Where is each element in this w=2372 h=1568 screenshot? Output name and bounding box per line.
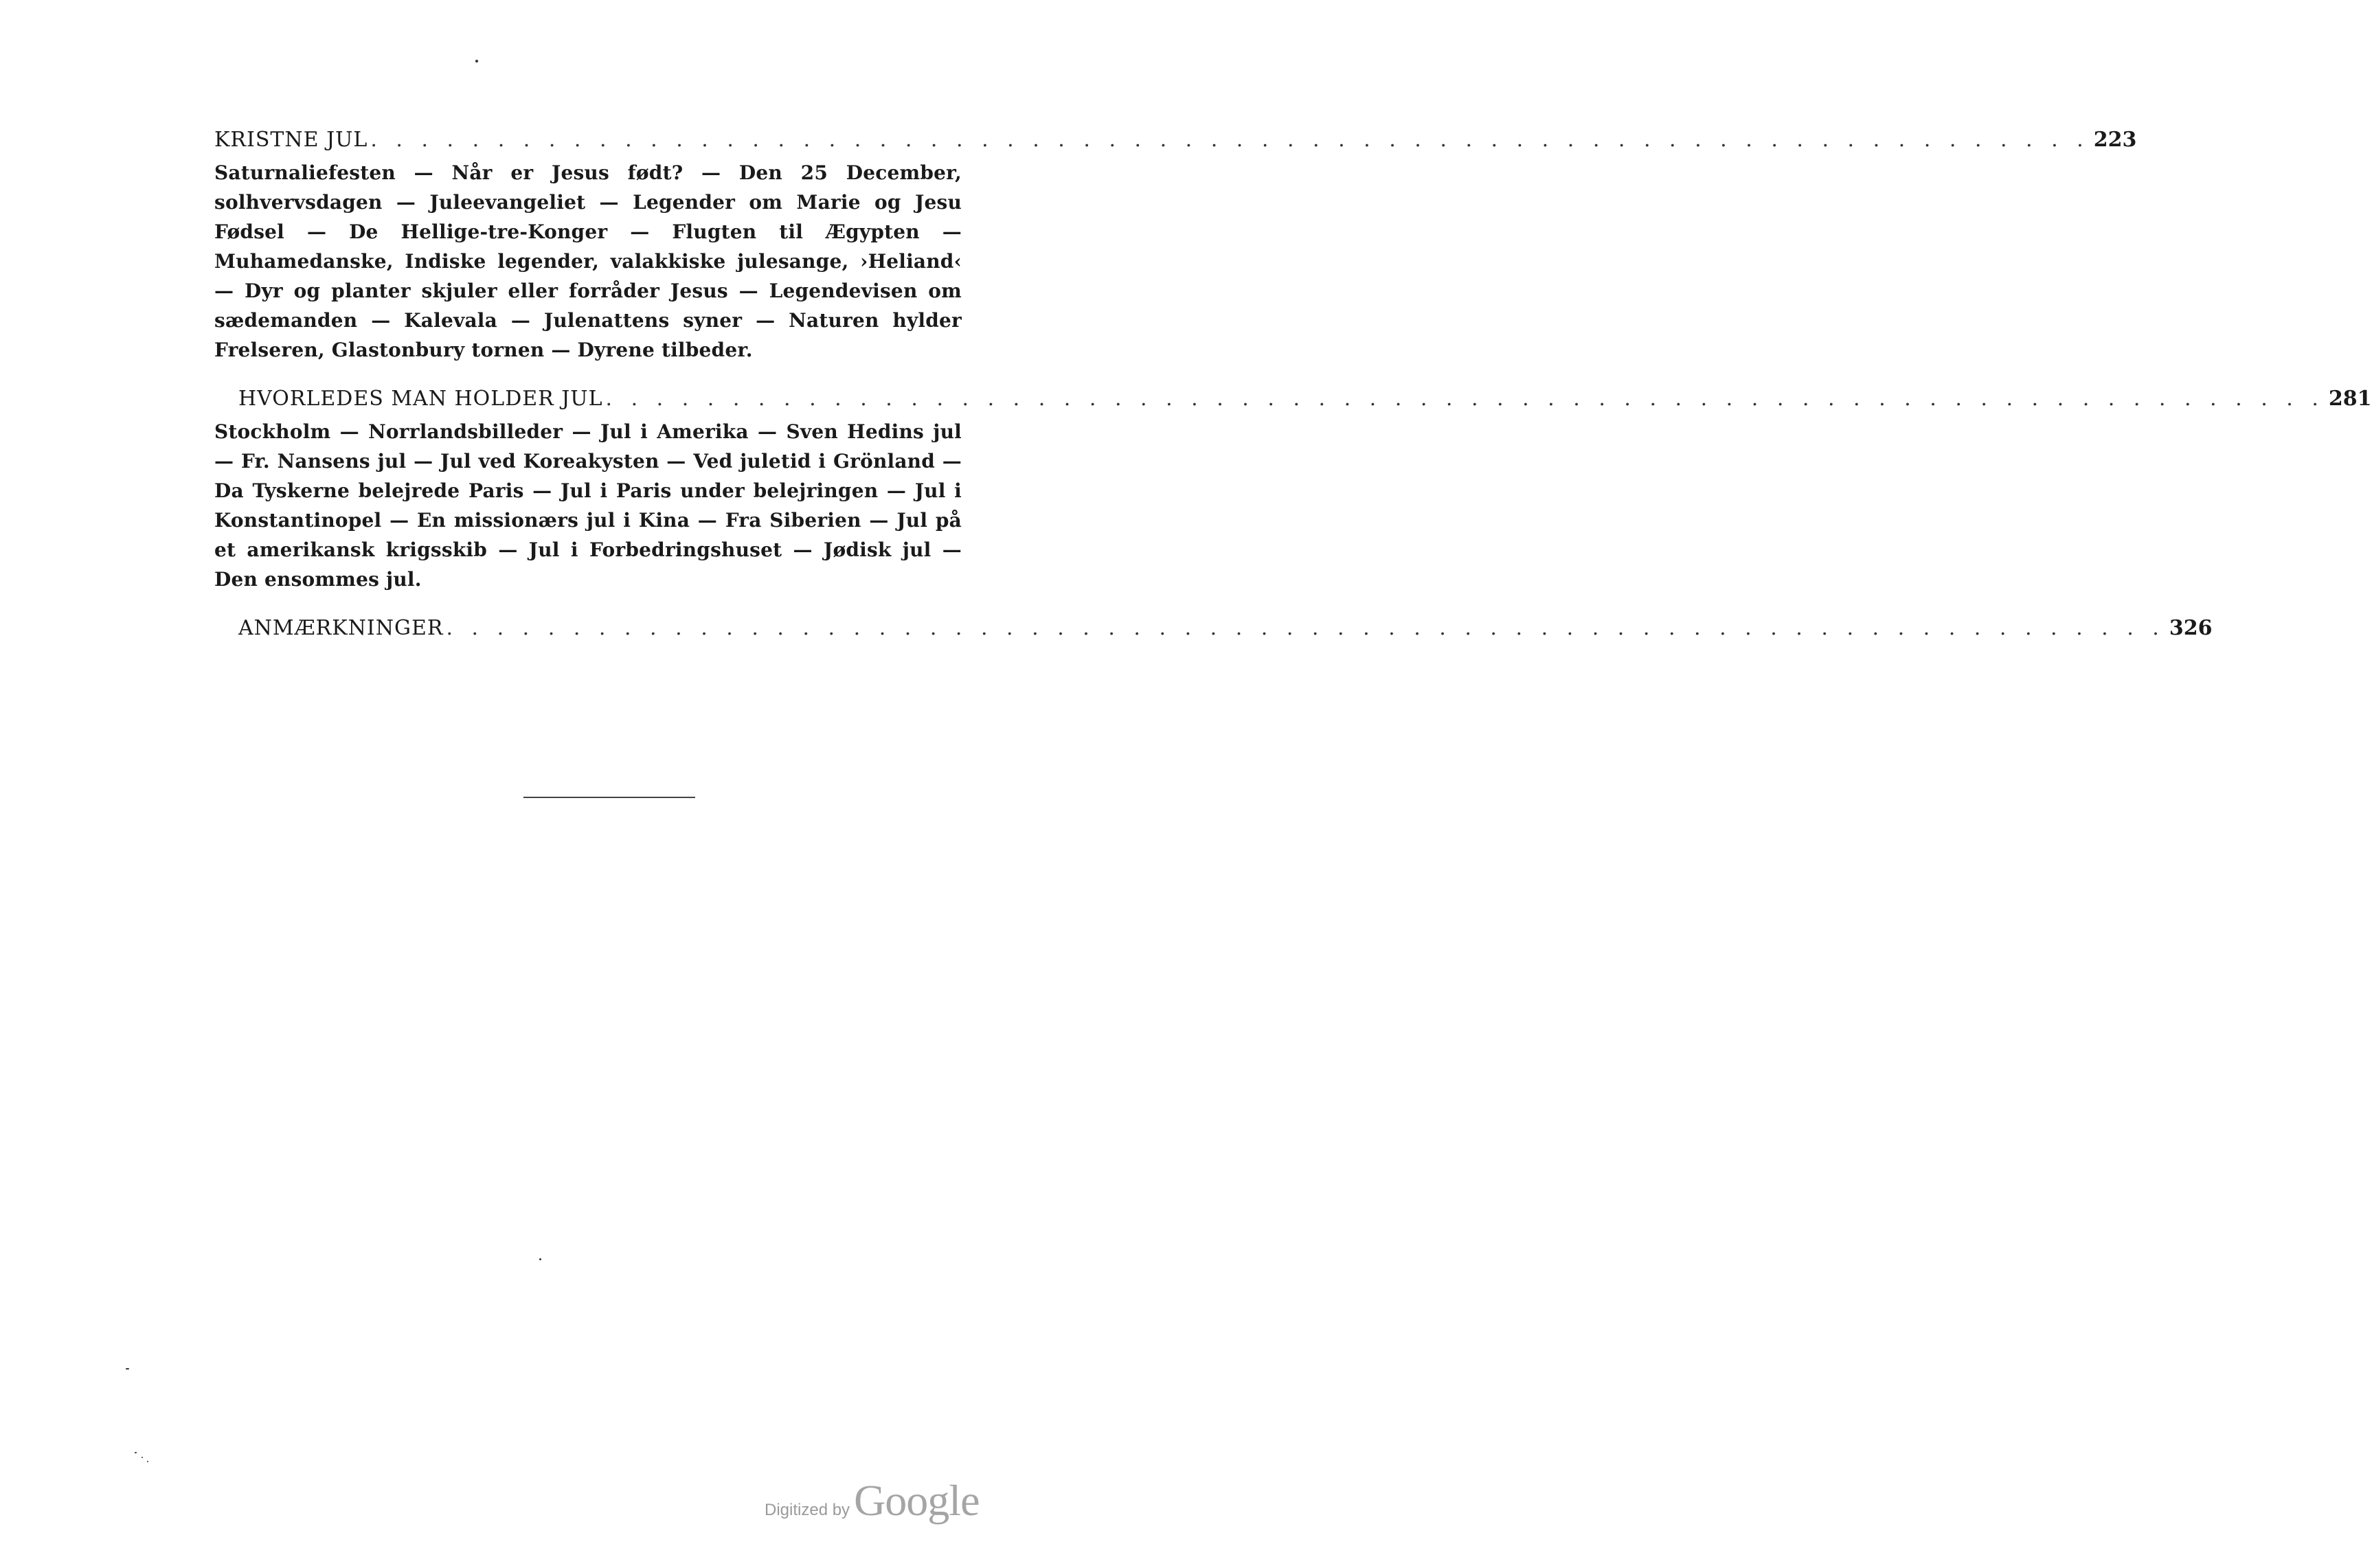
toc-entry-description: Saturnaliefesten — Når er Jesus født? — Den 25 December, solhvervsdagen — Juleevangeliet — Legender om Marie og Jesu Fødsel — De Hellige-tre-Konger — Flugten til Ægypten — Muhamedanske, Indiske legender, valakkiske julesange, ›Heliand‹ — Dyr og planter skjuler eller forråder Jesus — Legendevisen om sædemanden — Kalevala — Julenattens syner — Naturen hylder Frelseren, Glastonbury tornen — Dyrene tilbeder.	[214, 161, 962, 361]
leader-dots: . . . . . . . . . . . . . . . . . . . . . . . . . . . . . . . . . . . . . . . . . . . . . . . . . . . . . . . . . . . . . . . . . . . .	[605, 387, 2325, 411]
toc-entry-heading	[214, 613, 2213, 644]
table-of-contents	[214, 125, 2372, 644]
toc-entry-title: HVORLEDES MAN HOLDER JUL	[238, 387, 603, 411]
watermark-logo: Google	[854, 1476, 980, 1525]
toc-entry-kristne-jul	[214, 125, 2137, 365]
toc-entry-page-number: 326	[2169, 616, 2213, 640]
toc-entry-title: ANMÆRKNINGER	[238, 616, 444, 640]
ink-speck	[475, 60, 478, 63]
digitization-watermark	[765, 1475, 979, 1526]
toc-entry-page-number: 223	[2093, 128, 2137, 152]
ink-speck	[135, 1452, 137, 1453]
toc-entry-page-number: 281	[2328, 387, 2372, 411]
ink-speck	[147, 1461, 148, 1462]
ink-speck	[142, 1457, 143, 1458]
leader-dots: . . . . . . . . . . . . . . . . . . . . . . . . . . . . . . . . . . . . . . . . . . . . . . . . . . . . . . . . . . . . . . . . . . . .	[446, 616, 2165, 640]
watermark-prefix: Digitized by	[765, 1501, 850, 1519]
toc-entry-anmaerkninger	[214, 613, 2213, 644]
section-divider-rule	[523, 797, 695, 798]
leader-dots: . . . . . . . . . . . . . . . . . . . . . . . . . . . . . . . . . . . . . . . . . . . . . . . . . . . . . . . . . . . . . . . . . . . .	[370, 128, 2090, 152]
ink-speck	[539, 1258, 541, 1260]
toc-entry-title: KRISTNE JUL	[214, 128, 368, 152]
toc-entry-hvorledes-man-holder-jul	[214, 384, 2372, 594]
ink-speck	[126, 1368, 129, 1370]
toc-entry-description: Stockholm — Norrlandsbilleder — Jul i Amerika — Sven Hedins jul — Fr. Nansens jul — Jul ved Koreakysten — Ved juletid i Grönland — Da Tyskerne belejrede Paris — Jul i Paris under belejringen — Jul i Konstantinopel — En missionærs jul i Kina — Fra Siberien — Jul på et amerikansk krigsskib — Jul i Forbedringshuset — Jødisk jul — Den ensommes jul.	[214, 420, 962, 591]
toc-entry-heading	[214, 125, 2137, 155]
toc-entry-heading	[214, 384, 2372, 414]
